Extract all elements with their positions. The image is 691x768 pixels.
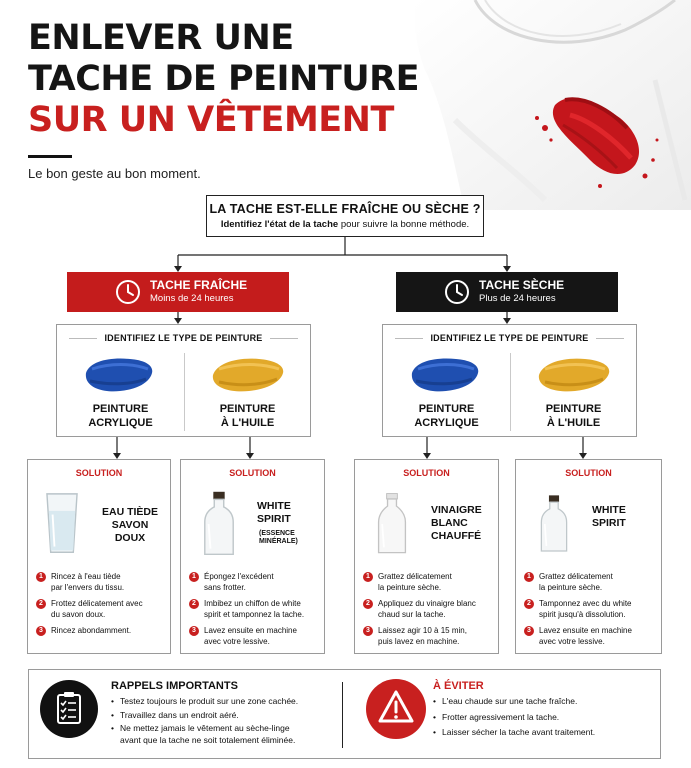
list-item: • L'eau chaude sur une tache fraîche. <box>433 696 653 708</box>
dry-stain-subtitle: Plus de 24 heures <box>479 293 556 304</box>
solution-product: WHITE SPIRIT <box>257 500 291 525</box>
solution-step: 1 Épongez l'excédent sans frotter. <box>189 571 318 593</box>
solution-card-dry-acrylic <box>354 459 499 654</box>
dry-stain-title: TACHE SÈCHE <box>479 278 565 292</box>
solution-step: 2 Appliquez du vinaigre blanc chaud sur la tache. <box>363 598 492 620</box>
fresh-stain-subtitle: Moins de 24 heures <box>150 293 234 304</box>
clock-icon <box>444 279 470 305</box>
blue-paint-swatch-icon <box>406 351 484 397</box>
acrylic-paint-label: PEINTURE ACRYLIQUE <box>88 403 153 429</box>
warning-icon <box>365 678 427 740</box>
solution-heading: SOLUTION <box>75 468 123 478</box>
solution-card-dry-oil <box>515 459 662 654</box>
solution-step: 2 Imbibez un chiffon de white spirit et tamponnez la tache. <box>189 598 318 620</box>
identify-title: IDENTIFIEZ LE TYPE DE PEINTURE <box>430 333 589 343</box>
list-item: • Laisser sécher la tache avant traitement. <box>433 727 653 739</box>
avoid-title: À ÉVITER <box>433 680 484 692</box>
solution-card-fresh-oil <box>180 459 325 654</box>
question-box <box>206 195 484 237</box>
dry-stain-header <box>396 272 618 312</box>
question-subtitle: Identifiez l'état de la tache pour suivre la bonne méthode. <box>220 219 470 230</box>
fresh-stain-title: TACHE FRAÎCHE <box>150 278 248 292</box>
title-line-2: TACHE DE PEINTURE <box>28 59 419 99</box>
reminders-list <box>111 696 331 748</box>
yellow-paint-swatch-icon <box>535 351 613 397</box>
milk-bottle-icon <box>375 488 409 560</box>
oil-paint-label: PEINTURE À L'HUILE <box>545 403 602 429</box>
solution-product: WHITE SPIRIT <box>592 504 626 529</box>
fresh-stain-header <box>67 272 289 312</box>
solution-heading: SOLUTION <box>403 468 450 478</box>
solution-card-fresh-acrylic <box>27 459 171 654</box>
glass-of-water-icon <box>42 492 82 556</box>
oil-paint-label: PEINTURE À L'HUILE <box>219 403 276 429</box>
solution-step: 3 Lavez ensuite en machine avec votre lessive. <box>524 625 655 647</box>
solution-step: 1 Rincez à l'eau tiède par l'envers du tissu. <box>36 571 164 593</box>
solution-product: EAU TIÈDE SAVON DOUX <box>102 506 159 544</box>
avoid-list <box>433 696 653 741</box>
solution-step: 2 Frottez délicatement avec du savon doux. <box>36 598 164 620</box>
solution-step: 1 Grattez délicatement la peinture sèche. <box>524 571 655 593</box>
solution-heading: SOLUTION <box>229 468 276 478</box>
solution-product: VINAIGRE BLANC CHAUFFÉ <box>431 504 482 542</box>
yellow-paint-swatch-icon <box>209 351 287 397</box>
list-item: • Testez toujours le produit sur une zone cachée. <box>111 696 331 708</box>
solution-step: 3 Laissez agir 10 à 15 min, puis lavez en machine. <box>363 625 492 647</box>
identify-paint-box-fresh <box>56 324 311 437</box>
tips-panel <box>28 669 661 759</box>
list-item: • Frotter agressivement la tache. <box>433 712 653 724</box>
blue-paint-swatch-icon <box>80 351 158 397</box>
identify-paint-box-dry <box>382 324 637 437</box>
reminders-title: RAPPELS IMPORTANTS <box>111 680 238 692</box>
solution-step: 3 Rincez abondamment. <box>36 625 164 636</box>
question-title: LA TACHE EST-ELLE FRAÎCHE OU SÈCHE ? <box>209 202 481 216</box>
solution-step: 1 Grattez délicatement la peinture sèche. <box>363 571 492 593</box>
title-line-3: SUR UN VÊTEMENT <box>28 100 394 140</box>
clock-icon <box>115 279 141 305</box>
acrylic-paint-label: PEINTURE ACRYLIQUE <box>414 403 479 429</box>
solution-step: 3 Lavez ensuite en machine avec votre lessive. <box>189 625 318 647</box>
identify-title: IDENTIFIEZ LE TYPE DE PEINTURE <box>104 333 263 343</box>
bottle-icon <box>201 488 237 560</box>
list-item: • Travaillez dans un endroit aéré. <box>111 710 331 722</box>
tagline: Le bon geste au bon moment. <box>28 166 201 181</box>
title-line-1: ENLEVER UNE <box>28 18 294 58</box>
solution-heading: SOLUTION <box>565 468 612 478</box>
checklist-icon <box>40 680 98 738</box>
bottle-icon <box>538 488 570 560</box>
solution-product-note: (ESSENCE MINÉRALE) <box>259 530 298 545</box>
list-item: • Ne mettez jamais le vêtement au sèche-linge avant que la tache ne soit totalement éliminée. <box>111 723 331 746</box>
solution-step: 2 Tamponnez avec du white spirit jusqu'à dissolution. <box>524 598 655 620</box>
